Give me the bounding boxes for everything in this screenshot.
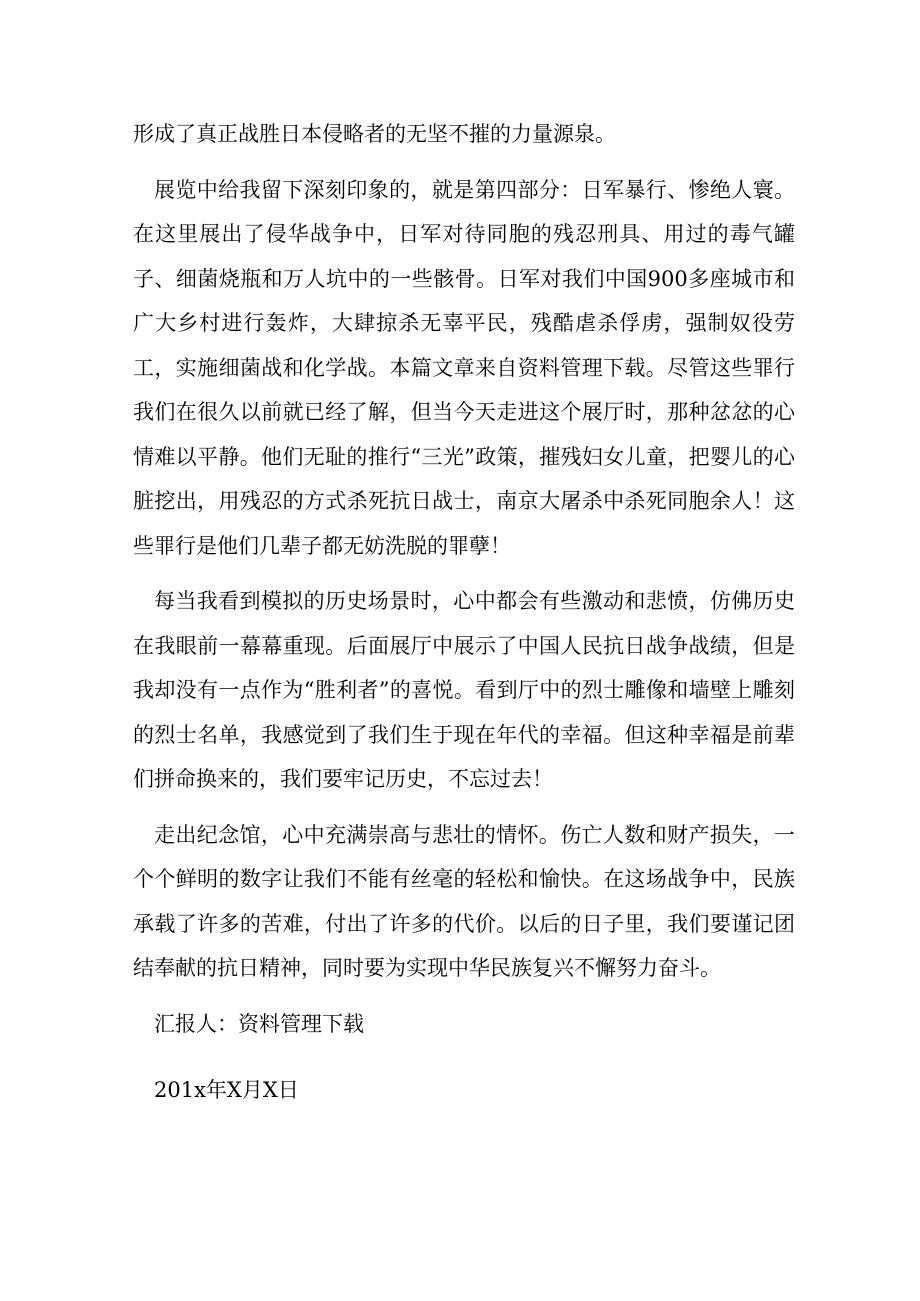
paragraph-history-scenes: 每当我看到模拟的历史场景时，心中都会有些激动和悲愤，仿佛历史在我眼前一幕幕重现。后面展厅中展示了中国人民抗日战争战绩，但是我却没有一点作为“胜利者”的喜悦。看到厅中的烈士雕像和墙壁上雕刻的烈士名单，我感觉到了我们生于现在年代的幸福。但这种幸福是前辈们拼命换来的，我们要牢记历史，不忘过去！	[133, 589, 795, 791]
document-body	[133, 112, 795, 1113]
paragraph-continuation: 形成了真正战胜日本侵略者的无坚不摧的力量源泉。	[133, 122, 616, 146]
paragraph-exhibition: 展览中给我留下深刻印象的，就是第四部分：日军暴行、惨绝人寰。在这里展出了侵华战争中，日军对待同胞的残忍刑具、用过的毒气罐子、细菌烧瓶和万人坑中的一些骸骨。日军对我们中国900多座城市和广大乡村进行轰炸，大肆掠杀无辜平民，残酷虐杀俘虏，强制奴役劳工，实施细菌战和化学战。本篇文章来自资料管理下载。尽管这些罪行我们在很久以前就已经了解，但当今天走进这个展厅时，那种忿忿的心情难以平静。他们无耻的推行“三光”政策，摧残妇女儿童，把婴儿的心脏挖出，用残忍的方式杀死抗日战士，南京大屠杀中杀死同胞余人！这些罪行是他们几辈子都无妨洗脱的罪孽！	[133, 177, 795, 558]
paragraph-conclusion: 走出纪念馆，心中充满崇高与悲壮的情怀。伤亡人数和财产损失，一个个鲜明的数字让我们不能有丝毫的轻松和愉快。在这场战争中，民族承载了许多的苦难，付出了许多的代价。以后的日子里，我们要谨记团结奉献的抗日精神，同时要为实现中华民族复兴不懈努力奋斗。	[133, 822, 795, 980]
date-line: 201x年X月X日	[154, 1078, 299, 1102]
reporter-line: 汇报人：资料管理下载	[154, 1011, 364, 1036]
